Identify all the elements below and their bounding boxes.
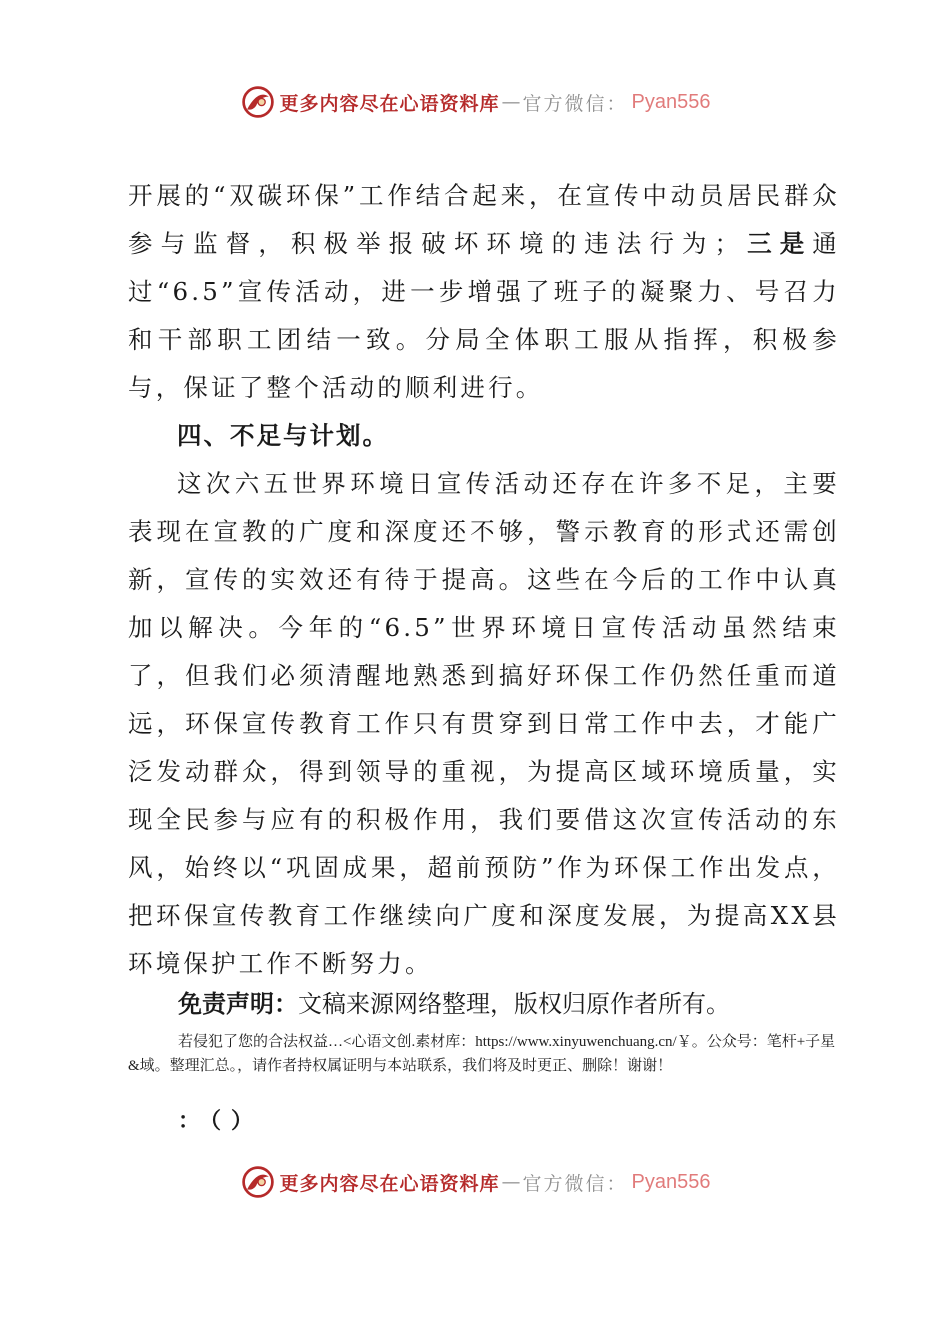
disclaimer-detail: 若侵犯了您的合法权益…<心语文创.素材库：https://www.xinyuwenchuang.cn/￥。公众号：笔杆+子星&域。整理汇总。，请作者持权属证明与本站联系，我们将及时更正、删除！谢谢！: [128, 1034, 836, 1074]
banner-slogan: 更多内容尽在心语资料库: [279, 1172, 500, 1195]
banner-dash: —: [501, 1171, 521, 1193]
document-body: [128, 172, 840, 988]
disclaimer-block: [128, 986, 840, 1078]
banner-dash: —: [501, 91, 521, 113]
banner-official-label: 官方微信：: [522, 1172, 628, 1195]
banner-wechat-id: Pyan556: [631, 1170, 711, 1193]
header-banner: [0, 82, 950, 122]
blank-placeholder: ：（）: [178, 1109, 264, 1134]
paragraph-text: 通过“6.5”宣传活动，进一步增强了班子的凝聚力、号召力和干部职工团结一致。分局全体职工服从指挥，积极参与，保证了整个活动的顺利进行。: [128, 229, 840, 402]
paragraph-continuation: [128, 172, 840, 412]
disclaimer-label: 免责声明：: [178, 990, 298, 1018]
disclaimer-title: [128, 986, 840, 1022]
banner-wechat-id: Pyan556: [631, 90, 711, 113]
swirl-logo-icon: [240, 84, 276, 120]
disclaimer-text: 文稿来源网络整理，版权归原作者所有。: [298, 990, 730, 1018]
banner-slogan: 更多内容尽在心语资料库: [279, 92, 500, 115]
paragraph-text: 开展的“双碳环保”工作结合起来，在宣传中动员居民群众参与监督，积极举报破坏环境的违法行为；: [128, 181, 840, 258]
bold-emphasis: 三是: [742, 229, 813, 258]
section-heading: 四、不足与计划。: [177, 421, 389, 450]
banner-official-label: 官方微信：: [522, 92, 628, 115]
swirl-logo-icon: [240, 1164, 276, 1200]
paragraph-summary: 这次六五世界环境日宣传活动还存在许多不足，主要表现在宣教的广度和深度还不够，警示教育的形式还需创新，宣传的实效还有待于提高。这些在今后的工作中认真加以解决。今年的“6.5”世界环境日宣传活动虽然结束了，但我们必须清醒地熟悉到搞好环保工作仍然任重而道远，环保宣传教育工作只有贯穿到日常工作中去，才能广泛发动群众，得到领导的重视，为提高区域环境质量，实现全民参与应有的积极作用，我们要借这次宣传活动的东风，始终以“巩固成果，超前预防”作为环保工作出发点，把环保宣传教育工作继续向广度和深度发展，为提高XX县环境保护工作不断努力。: [128, 469, 840, 978]
footer-banner: [0, 1162, 950, 1202]
